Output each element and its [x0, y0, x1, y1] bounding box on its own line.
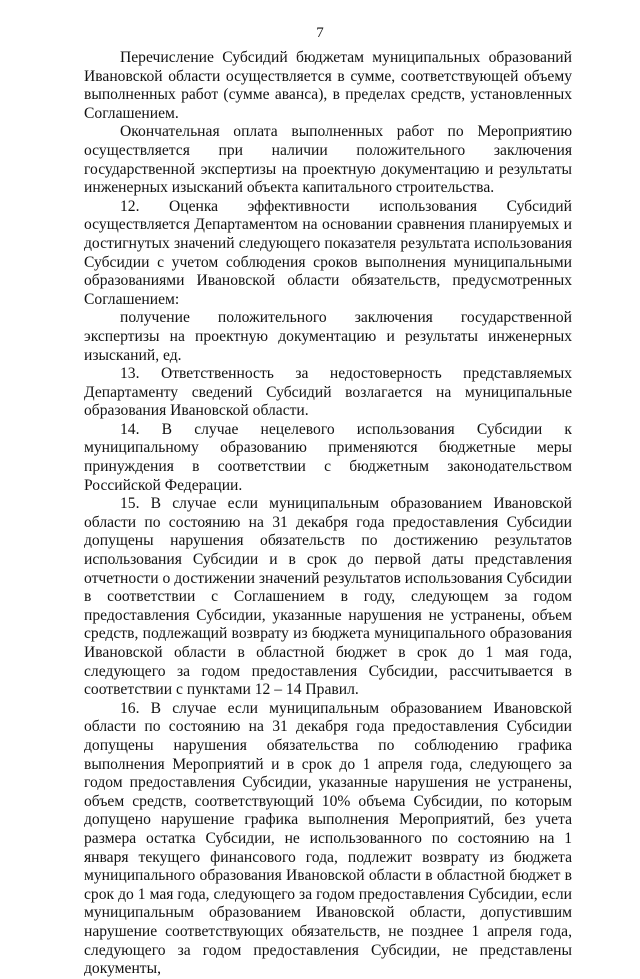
document-body — [84, 49, 572, 979]
paragraph-item-16: 16. В случае если муниципальным образованием Ивановской области по состоянию на 31 декабря года предоставления Субсидии допущены нарушения обязательства по соблюдению графика выполнения Мероприятий и в срок до 1 апреля года, следующего за годом предоставления Субсидии, указанные нарушения не устранены, объем средств, соответствующий 10% объема Субсидии, по которым допущено нарушение графика выполнения Мероприятий, без учета размера остатка Субсидии, не использованного по состоянию на 1 января текущего финансового года, подлежит возврату из бюджета муниципального образования Ивановской области в областной бюджет в срок до 1 мая года, следующего за годом предоставления Субсидии, если муниципальным образованием Ивановской области, допустившим нарушение соответствующих обязательств, не позднее 1 апреля года, следующего за годом предоставления Субсидии, не представлены документы, — [84, 699, 572, 978]
paragraph-item-13: 13. Ответственность за недостоверность представляемых Департаменту сведений Субсидий возлагается на муниципальные образования Ивановской области. — [84, 365, 572, 420]
paragraph-item-15: 15. В случае если муниципальным образованием Ивановской области по состоянию на 31 декабря года предоставления Субсидии допущены нарушения обязательств по достижению результатов использования Субсидии и в срок до первой даты представления отчетности о достижении значений результатов использования Субсидии в соответствии с Соглашением в году, следующем за годом предоставления Субсидии, указанные нарушения не устранены, объем средств, подлежащий возврату из бюджета муниципального образования Ивановской области в областной бюджет в срок до 1 мая года, следующего за годом предоставления Субсидии, рассчитывается в соответствии с пунктами 12 – 14 Правил. — [84, 495, 572, 699]
paragraph-indicator: получение положительного заключения государственной экспертизы на проектную документацию и результаты инженерных изысканий, ед. — [84, 309, 572, 364]
paragraph-final-payment: Окончательная оплата выполненных работ по Мероприятию осуществляется при наличии положительного заключения государственной экспертизы на проектную документацию и результаты инженерных изысканий объекта капитального строительства. — [84, 123, 572, 197]
paragraph-item-12: 12. Оценка эффективности использования Субсидий осуществляется Департаментом на основании сравнения планируемых и достигнутых значений следующего показателя результата использования Субсидии с учетом соблюдения сроков выполнения муниципальными образованиями Ивановской области обязательств, предусмотренных Соглашением: — [84, 197, 572, 308]
paragraph-transfer-of-subsidies: Перечисление Субсидий бюджетам муниципальных образований Ивановской области осуществляется в сумме, соответствующей объему выполненных работ (сумме аванса), в пределах средств, установленных Соглашением. — [84, 49, 572, 122]
paragraph-item-14: 14. В случае нецелевого использования Субсидии к муниципальному образованию применяются бюджетные меры принуждения в соответствии с бюджетным законодательством Российской Федерации. — [84, 420, 572, 494]
page-number: 7 — [316, 25, 324, 41]
